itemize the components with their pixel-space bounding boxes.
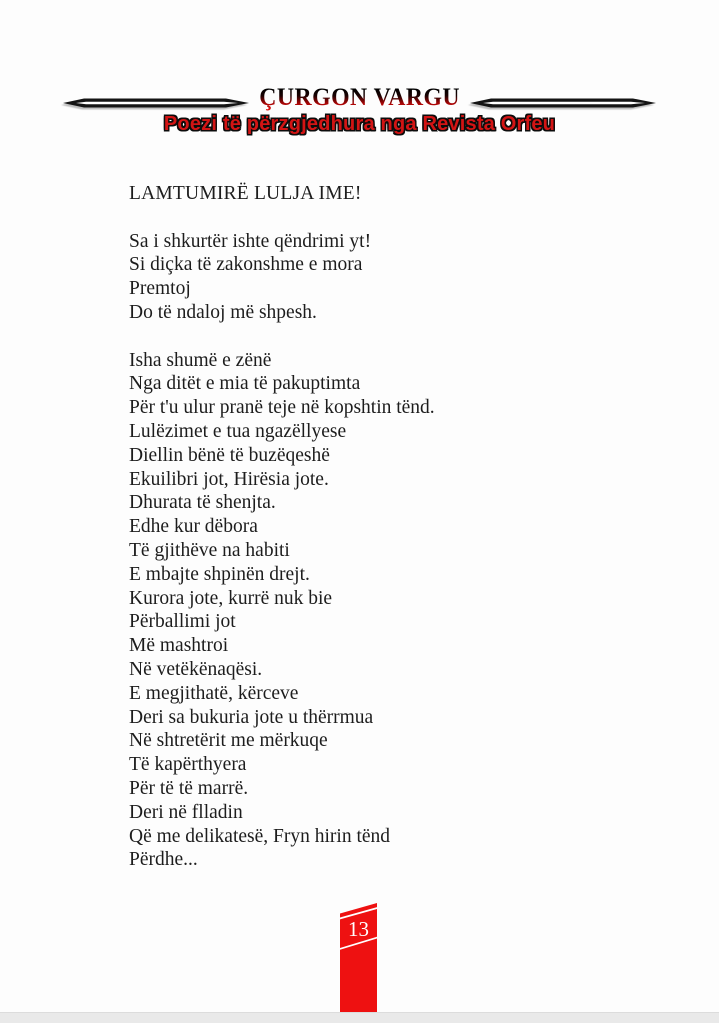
header-rule-left-icon: [62, 95, 250, 111]
poem-line: Në shtretërit me mërkuqe: [129, 730, 328, 752]
page-number-ribbon: [340, 902, 377, 1012]
poem-line: Për t'u ulur pranë teje në kopshtin tënd.: [129, 397, 435, 419]
poem-line: Isha shumë e zënë: [129, 349, 272, 371]
poem-line: Përdhe...: [129, 849, 198, 871]
poem-line: [129, 325, 599, 349]
poem-line: Dhurata të shenjta.: [129, 492, 276, 514]
poem-line: Sa i shkurtër ishte qëndrimi yt!: [129, 230, 372, 252]
poem-lines: [129, 230, 599, 873]
poem-line: Deri sa bukuria jote u thërrmua: [129, 706, 374, 728]
poem-line: Edhe kur dëbora: [129, 516, 258, 538]
poem-line: E megjithatë, kërceve: [129, 682, 299, 704]
header-title: ÇURGON VARGU: [259, 84, 460, 111]
header-subtitle: Poezi të përzgjedhura nga Revista Orfeu: [163, 113, 556, 135]
poem-line: Që me delikatesë, Fryn hirin tënd: [129, 825, 391, 847]
poem-line: Të kapërthyera: [129, 754, 247, 776]
poem-line: Deri në flladin: [129, 801, 243, 823]
poem-line: Për të të marrë.: [129, 777, 249, 799]
poem-line: Në vetëkënaqësi.: [129, 658, 263, 680]
poem: [129, 182, 599, 872]
header-title-row: [0, 82, 719, 114]
poem-line: E mbajte shpinën drejt.: [129, 563, 310, 585]
poem-line: Përballimi jot: [129, 611, 236, 633]
poem-line: Si diçka të zakonshme e mora: [129, 254, 363, 276]
poem-line: Të gjithëve na habiti: [129, 539, 290, 561]
poem-line: Ekuilibri jot, Hirësia jote.: [129, 468, 329, 490]
poem-line: Premtoj: [129, 278, 191, 300]
poem-line: Kurora jote, kurrë nuk bie: [129, 587, 333, 609]
header-rule-right-icon: [469, 95, 657, 111]
poem-line: Do të ndaloj më shpesh.: [129, 301, 317, 323]
page-edge-strip: [0, 1012, 719, 1023]
poem-line: Nga ditët e mia të pakuptimta: [129, 373, 361, 395]
page-number: 13: [348, 917, 369, 941]
poem-line: Diellin bënë të buzëqeshë: [129, 444, 330, 466]
poem-line: Lulëzimet e tua ngazëllyese: [129, 420, 347, 442]
poem-line: Më mashtroi: [129, 635, 229, 657]
poem-title: LAMTUMIRË LULJA IME!: [129, 183, 362, 204]
